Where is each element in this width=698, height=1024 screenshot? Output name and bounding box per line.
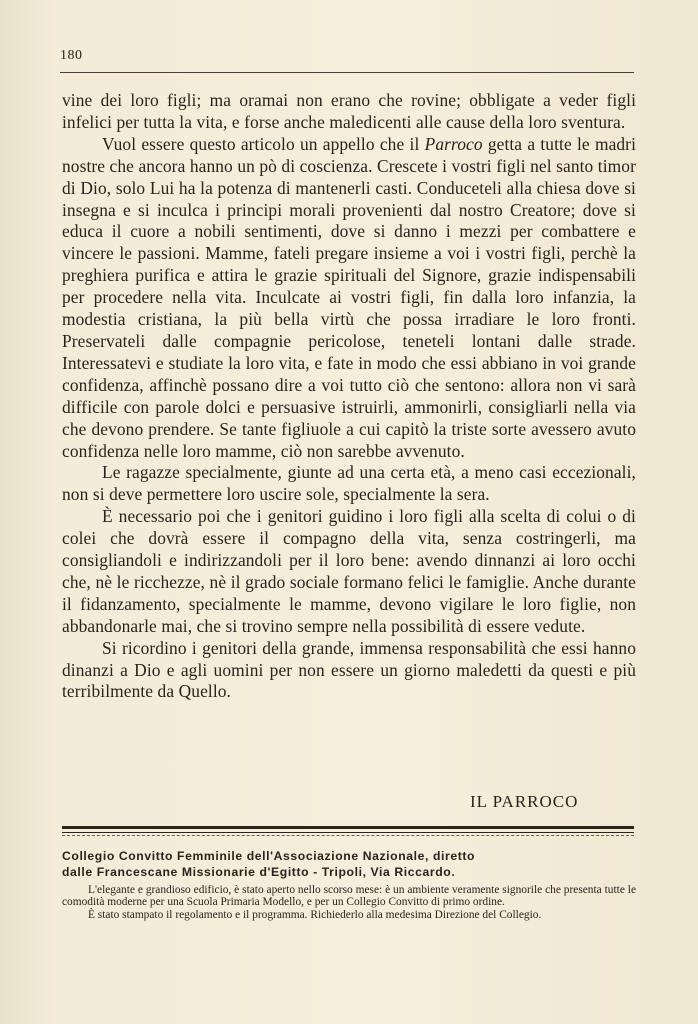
notice-title-line-1: Collegio Convitto Femminile dell'Associazione Nazionale, diretto bbox=[62, 849, 476, 863]
article-paragraph-5: Si ricordino i genitori della grande, immensa responsabilità che essi hanno dinanzi a Dio e agli uomini per non essere un giorno maledetti da questi e più terribilmente da Quello. bbox=[62, 637, 636, 702]
notice-paragraph-1: L'elegante e grandioso edificio, è stato aperto nello scorso mese: è un ambiente veramente signorile che presenta tutte le comodità moderne per una Scuola Primaria Modello, e per un Collegio Convitto di primo ordine. bbox=[62, 884, 636, 909]
notice-rule-thick bbox=[62, 826, 634, 829]
notice-title bbox=[62, 848, 638, 880]
header-rule bbox=[60, 72, 634, 73]
notice-body bbox=[62, 884, 636, 921]
article-body bbox=[62, 90, 636, 703]
signature: IL PARROCO bbox=[470, 792, 579, 811]
notice-rule-thin bbox=[62, 832, 634, 833]
article-paragraph-3: Le ragazze specialmente, giunte ad una certa età, a meno casi eccezionali, non si deve permettere loro uscire sole, specialmente la sera. bbox=[62, 462, 636, 505]
italic-word: Parroco bbox=[424, 133, 483, 154]
notice-title-line-2: dalle Francescane Missionarie d'Egitto - Tripoli, Via Riccardo. bbox=[62, 865, 456, 879]
article-paragraph-4: È necessario poi che i genitori guidino i loro figli alla scelta di colui o di colei che dovrà essere il compagno della vita, senza costringerli, ma consigliandoli e indirizzandoli per il loro bene: avendo dinnanzi ai loro occhi che, nè le ricchezze, nè il grado sociale formano felici le famiglie. Anche durante il fidanzamento, specialmente le mamme, devono vigilare le loro figlie, non abbandonarle mai, che si trovino sempre nella possibilità di essere vedute. bbox=[62, 506, 636, 636]
article-paragraph-1: vine dei loro figli; ma oramai non erano che rovine; obbligate a veder figli infelici per tutta la vita, e forse anche maledicenti alle cause della loro sventura. bbox=[62, 90, 636, 132]
page-number: 180 bbox=[60, 48, 83, 63]
notice-rule-dashed bbox=[62, 835, 634, 836]
notice-paragraph-2: È stato stampato il regolamento e il programma. Richiederlo alla medesima Direzione del Collegio. bbox=[88, 908, 542, 921]
article-paragraph-2: Vuol essere questo articolo un appello che il Parroco getta a tutte le madri nostre che ancora hanno un pò di coscienza. Crescete i vostri figli nel santo timor di Dio, solo Lui ha la potenza di mantenerli casti. Conduceteli alla chiesa dove si insegna e si inculca i principi morali provenienti dal nostro Creatore; dove si educa il cuore a nobili sentimenti, dove si danno i mezzi per combattere e vincere le passioni. Mamme, fateli pregare insieme a voi i vostri figli, perchè la preghiera purifica e attira le grazie spirituali del Signore, grazie indispensabili per procedere nella vita. Inculcate ai vostri figli, fin dalla loro infanzia, la modestia cristiana, la più bella virtù che possa irradiare le loro fronti. Preservateli dalle compagnie pericolose, teneteli lontani dalle strade. Interessatevi e studiate la loro vita, e fate in modo che essi abbiano in voi grande confidenza, affinchè possano dire a voi tutto ciò che sentono: allora non vi sarà difficile con parole dolci e persuasive istruirli, ammonirli, consigliarli nella via che devono prendere. Se tante figliuole a cui capitò la triste sorte avessero avuto confidenza nelle loro mamme, ciò non sarebbe avvenuto. bbox=[62, 133, 637, 461]
